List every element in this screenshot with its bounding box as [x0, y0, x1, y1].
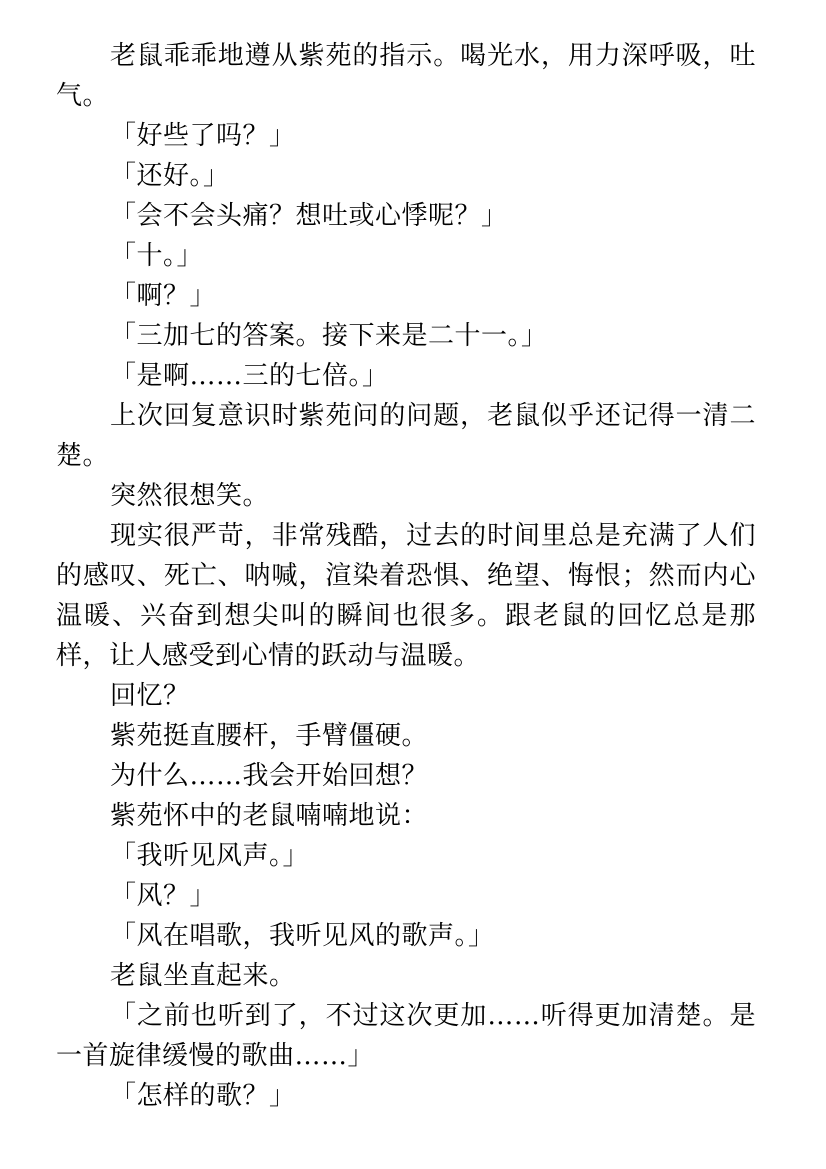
- dialogue-line: 「好些了吗？」: [110, 121, 296, 151]
- dialogue-line: 「我听见风声。」: [110, 841, 310, 871]
- dialogue-line: 「还好。」: [110, 161, 230, 191]
- paragraph: 老鼠坐直起来。: [110, 961, 296, 991]
- dialogue-line: 「之前也听到了，不过这次更加……听得更加清楚。是一首旋律缓慢的歌曲……」: [56, 1001, 756, 1071]
- paragraph: 回忆？: [110, 681, 190, 711]
- dialogue-line: 「风在唱歌，我听见风的歌声。」: [110, 921, 495, 951]
- dialogue-line: 「是啊……三的七倍。」: [110, 361, 389, 391]
- dialogue-line: 「会不会头痛？想吐或心悸呢？」: [110, 201, 508, 231]
- document-page: [56, 36, 756, 1116]
- paragraph: 老鼠乖乖地遵从紫苑的指示。喝光水，用力深呼吸，吐气。: [56, 41, 756, 111]
- dialogue-line: 「三加七的答案。接下来是二十一。」: [110, 321, 548, 351]
- paragraph: 为什么……我会开始回想？: [110, 761, 429, 791]
- paragraph: 上次回复意识时紫苑问的问题，老鼠似乎还记得一清二楚。: [56, 401, 756, 471]
- paragraph: 突然很想笑。: [110, 481, 270, 511]
- dialogue-line: 「啊？」: [110, 281, 217, 311]
- paragraph: 紫苑挺直腰杆，手臂僵硬。: [110, 721, 429, 751]
- paragraph: 现实很严苛，非常残酷，过去的时间里总是充满了人们的感叹、死亡、呐喊，渲染着恐惧、绝望、悔恨；然而内心温暖、兴奋到想尖叫的瞬间也很多。跟老鼠的回忆总是那样，让人感受到心情的跃动与温暖。: [56, 521, 756, 671]
- dialogue-line: 「怎样的歌？」: [110, 1081, 296, 1111]
- paragraph: 紫苑怀中的老鼠喃喃地说：: [110, 801, 429, 831]
- dialogue-line: 「风？」: [110, 881, 217, 911]
- dialogue-line: 「十。」: [110, 241, 204, 271]
